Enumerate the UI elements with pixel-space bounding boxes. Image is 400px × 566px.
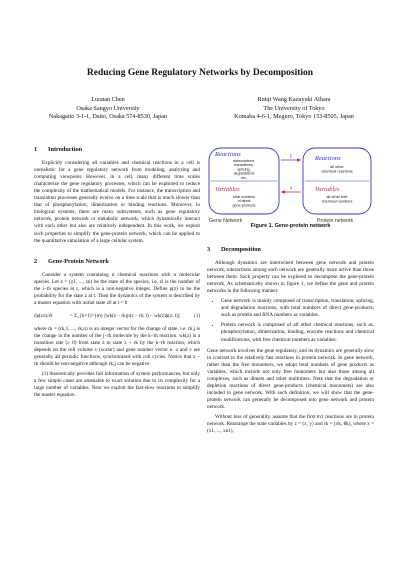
master-equation	[34, 313, 200, 320]
left-column	[34, 146, 200, 402]
intro-paragraph: Explicitly considering all variables and chemical reactions in a cell is unrealistic for a gene regulatory network from modeling, analyzing and computing viewpoint. However, in a cell, many different time scales characterize the gene regulatory processes, which can be exploited to reduce the complexity of the mathematical models. For instance, the transcription and translation processes generally evolve on a time scale that is much slower than that of phosphorylation, dimerization or binding reactions. Moreover, in biological systems, there are many subsystems, such as gene regulatory network, protein network or metabolic network, which dynamically interact with each other but also are relatively independent. In this work, we exploit such properties to simplify the gene-protein network, which can be applied to the quantitative simulation of a large cellular system.	[34, 160, 200, 244]
protein-variables-text: all other free chemical numbers	[321, 195, 353, 204]
arrow-top-label: γ	[290, 154, 292, 159]
figure-caption: Figure 1. Gene-protein network	[250, 223, 331, 230]
decomp-paragraph-1: Although dynamics are intertwined between gene network and protein network, interactions among each network are generally more active than those between them. Such property can be explored to decompose the gene-protein network. As schematically shown in figure 1, we define the gene and protein networks in the following manner.	[207, 260, 374, 295]
section-number: 3	[207, 246, 211, 253]
list-item: • Gene network is mainly composed of transcription, translation, splicing, and degradation reactions, with total numbers of direct gene-products, such as protein and RNA numbers as variables.	[221, 298, 374, 319]
author-address: Nakagaito 3-1-1, Daito, Osaka 574-8530, Japan	[48, 113, 168, 121]
gene-reactions-heading: Reactions	[215, 151, 241, 158]
section-title: Gene-Protein Network	[48, 257, 109, 265]
network-definition-list	[207, 298, 374, 343]
arrow-head	[281, 190, 285, 193]
protein-reactions-heading: Reactions	[315, 155, 341, 162]
author-address: Komaba 4-6-1, Meguro, Tokyo 153-8505, Japan	[234, 113, 354, 121]
decomp-paragraph-3: Without loss of generality, assume that the first m1 reactions are in protein network. Rearrange the state variables by z = (x, y) and rk = (σk, θk), where x = (x1, ..., xn1),	[207, 413, 374, 435]
equation-rhs: = Σ_{k=1}^{m} [wk(z − rk)p(z − rk; t) − wk(z)p(z; t)]	[70, 313, 180, 319]
author-affiliation: Osaka Sangyo University	[76, 104, 140, 112]
gpn-paragraph-1: Consider a system containing n chemical reactions with n molecular species. Let z = (z1, ..., zn) be the state of the species, i.e. zi is the number of the i−th species at t, which is a non-negative integer. Define p(z) to be the probability for the state z at t. Then the dynamics of the system is described by a master equation with initial state z0 at t = 0	[34, 271, 200, 306]
section-number: 2	[34, 257, 38, 265]
section-heading-gene-protein-network	[34, 258, 200, 265]
gene-variables-heading: Variables	[215, 186, 240, 193]
author-block-right	[202, 96, 386, 122]
section-heading-introduction	[34, 146, 200, 153]
section-title: Decomposition	[221, 246, 261, 253]
gene-variables-text: total numbers of direct gene-products	[232, 195, 256, 208]
figure-1	[207, 146, 374, 236]
decomp-paragraph-2: Gene network involves the gene regulatory, and its dynamics are generally slow in contrast to the relatively fast reactions in protein network. In gene network, rather than the free monomers, we adopt total numbers of gene products as variables, which include not only free monomers but also those among all complexes, such as dimers and other multimers. Note that the degradation or depletion reactions of direct gene-products (chemical monomers) are also included in gene network. With such definition, we will show that the gene-protein network can generally be decomposed into gene network and protein network.	[207, 347, 374, 410]
author-block-left	[14, 96, 202, 122]
right-column	[207, 146, 374, 438]
gpn-paragraph-3: (1) theoretically provides full information of system performances, but only a few simple cases are amenable to exact solution due to its complexity for a large number of variables. Next we exploit the fast-slow reactions to simplify the master equation.	[34, 371, 200, 399]
author-affiliation: The University of Tokyo	[263, 104, 325, 112]
paper-title: Reducing Gene Regulatory Networks by Decomposition	[86, 68, 314, 78]
arrow-head	[297, 158, 301, 161]
gene-protein-network-diagram	[207, 146, 374, 228]
gene-reactions-text: transcriptions, translations, splicing, degradations etc.	[232, 159, 256, 180]
protein-reactions-text: all other chemical reactions	[321, 165, 353, 174]
author-name: Luonan Chen	[91, 96, 125, 103]
section-number: 1	[34, 146, 38, 153]
protein-variables-heading: Variables	[315, 186, 340, 193]
equation-number: (1)	[194, 313, 200, 319]
equation-lhs: ∂p(z;t)/∂t	[34, 313, 53, 319]
gene-network-label: Gene Network	[209, 218, 243, 224]
protein-network-label: Protein network	[317, 218, 354, 224]
section-heading-decomposition	[207, 246, 374, 253]
gpn-paragraph-2: where rk = (rk,1, ..., rk,n) is an integer vector for the change of state, i.e. rk,j is the change in the number of the j−th molecule by the k−th reaction. wk(z) is a transition rate (≥ 0) from state z to state z + rk by the k−th reaction, which depends on the cell volume v (scalar) and gene number vector u. u and v are generally all periodic functions, synchronized with cell cycles. Notice that z − rk should be non-negative although rk,j can be negative.	[34, 325, 200, 368]
author-name: Ruiqi Wang Kazuyuki Aihara	[257, 96, 331, 103]
section-title: Introduction	[48, 146, 83, 153]
arrow-bottom-label: x	[289, 186, 293, 191]
list-item: • Protein network is comprised of all other chemical reactions, such as, phosphorylation, dimerization, binding, enzyme reactions and chemical modifications, with free chemical numbers as variables.	[221, 322, 374, 343]
